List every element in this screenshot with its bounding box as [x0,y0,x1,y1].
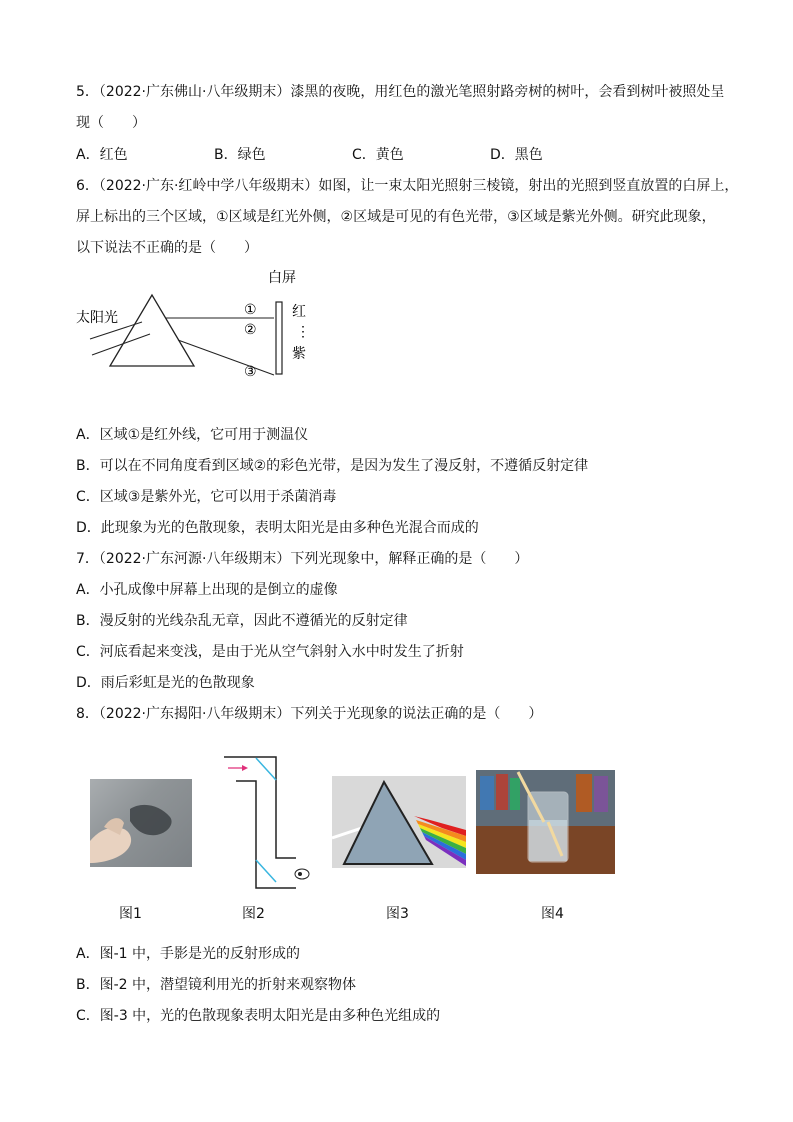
q5-option-b[interactable]: B．绿色 [214,147,266,163]
q5-option-a[interactable]: A．红色 [76,147,128,163]
prism [110,295,194,366]
q5-stem-line2: 现（ ） [76,115,146,131]
q7-stem: 7．（2022·广东河源·八年级期末）下列光现象中，解释正确的是（ ） [76,551,529,567]
q8-stem: 8．（2022·广东揭阳·八年级期末）下列关于光现象的说法正确的是（ ） [76,706,543,722]
q6-option-d[interactable]: D．此现象为光的色散现象，表明太阳光是由多种色光混合而成的 [76,520,479,536]
figure-2-caption: 图2 [242,906,265,922]
q5-option-c[interactable]: C．黄色 [352,147,404,163]
white-screen [276,302,282,374]
q6-stem-line3: 以下说法不正确的是（ ） [76,240,258,256]
exit-ray-violet [178,340,274,375]
q6-stem-line1: 6．（2022·广东·红岭中学八年级期末）如图，让一束太阳光照射三棱镜，射出的光照到竖直放置的白屏上， [76,178,739,194]
q6-stem-line2: 屏上标出的三个区域，①区域是红光外侧，②区域是可见的有色光带，③区域是紫光外侧。研究此现象， [76,209,716,225]
q8-option-a[interactable]: A．图-1 中，手影是光的反射形成的 [76,946,300,962]
red-label: 红 [292,304,306,320]
upper-mirror [256,758,276,780]
q7-option-b[interactable]: B．漫反射的光线杂乱无章，因此不遵循光的反射定律 [76,613,408,629]
q7-option-d[interactable]: D．雨后彩虹是光的色散现象 [76,675,255,691]
region-2-marker: ② [244,322,257,338]
sunlight-label: 太阳光 [76,310,118,326]
q6-option-b[interactable]: B．可以在不同角度看到区域②的彩色光带，是因为发生了漫反射，不遵循反射定律 [76,458,589,474]
q8-option-c[interactable]: C．图-3 中，光的色散现象表明太阳光是由多种色光组成的 [76,1008,441,1024]
q6-option-a[interactable]: A．区域①是红外线，它可用于测温仪 [76,427,309,443]
q6-option-c[interactable]: C．区域③是紫外光，它可以用于杀菌消毒 [76,489,337,505]
q5-stem-line1: 5．（2022·广东佛山·八年级期末）漆黑的夜晚，用红色的激光笔照射路旁树的树叶，会看到树叶被照处呈 [76,84,725,100]
figure-1-hand-shadow-image [90,779,192,867]
q7-option-a[interactable]: A．小孔成像中屏幕上出现的是倒立的虚像 [76,582,338,598]
ellipsis-label: ⋮ [296,324,310,340]
purple-label: 紫 [292,346,306,362]
sunlight-ray-lower [92,334,150,355]
screen-label: 白屏 [268,270,296,286]
q7-option-c[interactable]: C．河底看起来变浅，是由于光从空气斜射入水中时发生了折射 [76,644,464,660]
figure-2-periscope-diagram [220,754,320,894]
q5-option-d[interactable]: D．黑色 [490,147,543,163]
prism-dispersion-figure [70,262,330,387]
figure-3-caption: 图3 [386,906,409,922]
region-1-marker: ① [244,302,257,318]
region-3-marker: ③ [244,364,257,380]
q8-option-b[interactable]: B．图-2 中，潜望镜利用光的折射来观察物体 [76,977,357,993]
figure-4-straw-in-water-image [476,770,615,874]
figure-4-caption: 图4 [541,906,564,922]
figure-3-prism-rainbow-image [332,776,466,868]
lower-mirror [256,860,276,882]
figure-1-caption: 图1 [119,906,142,922]
